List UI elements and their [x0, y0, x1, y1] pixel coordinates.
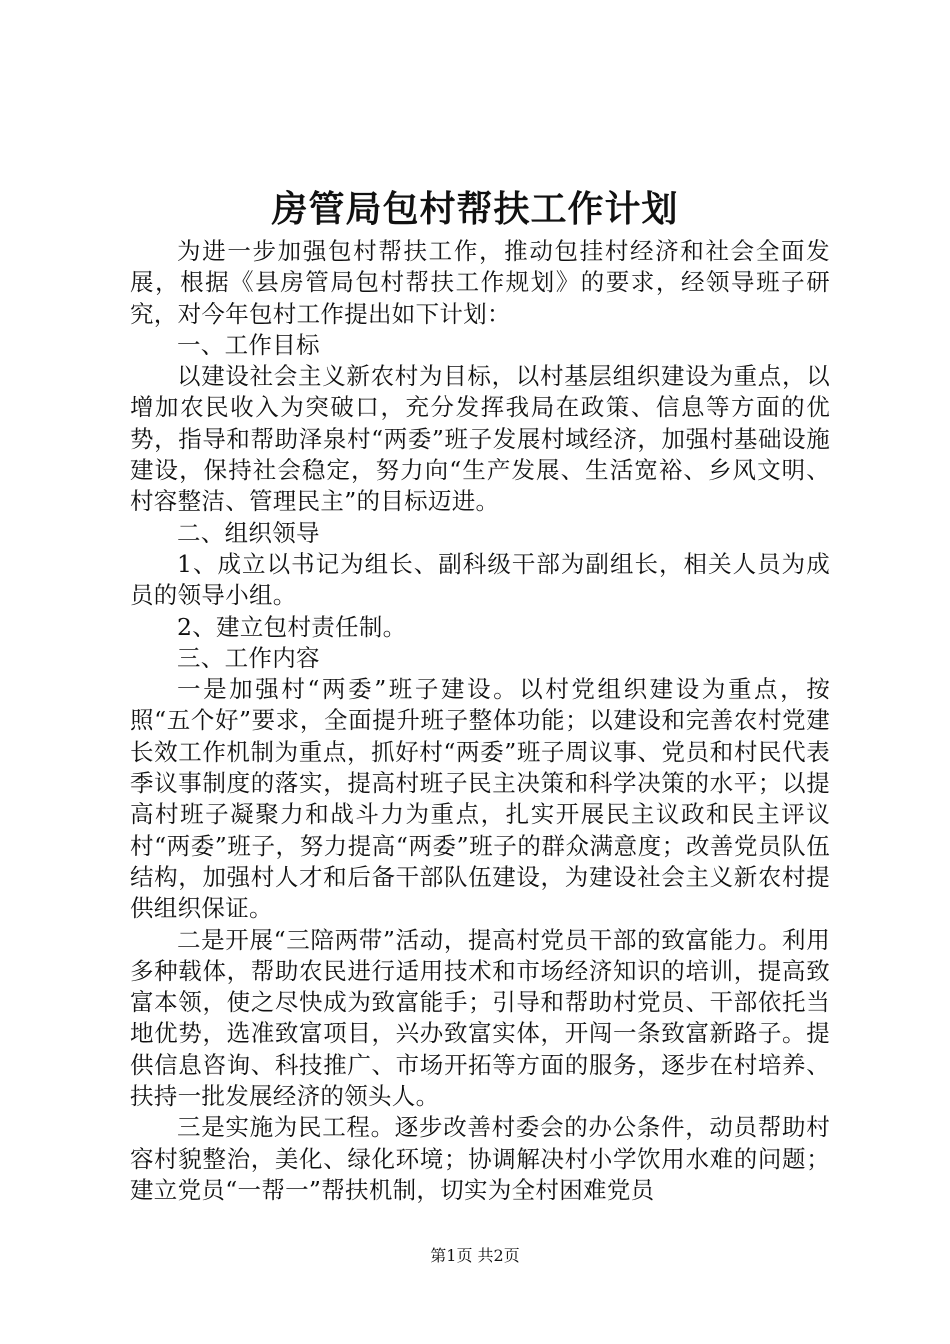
- document-body: [130, 236, 830, 1206]
- section-heading-goals: 一、工作目标: [177, 330, 320, 359]
- page-total: 共2页: [477, 1246, 520, 1265]
- section-heading-leadership: 二、组织领导: [177, 518, 320, 547]
- paragraph-content-1: 一是加强村“两委”班子建设。以村党组织建设为重点，按照“五个好”要求，全面提升班子整体功能；以建设和完善农村党建长效工作机制为重点，抓好村“两委”班子周议事、党员和村民代表季议事制度的落实，提高村班子民主决策和科学决策的水平；以提高村班子凝聚力和战斗力为重点，扎实开展民主议政和民主评议村“两委”班子，努力提高“两委”班子的群众满意度；改善党员队伍结构，加强村人才和后备干部队伍建设，为建设社会主义新农村提供组织保证。: [130, 675, 830, 923]
- paragraph-content-3: 三是实施为民工程。逐步改善村委会的办公条件，动员帮助村容村貌整治，美化、绿化环境；协调解决村小学饮用水难的问题；建立党员“一帮一”帮扶机制，切实为全村困难党员: [130, 1113, 830, 1204]
- paragraph-intro: 为进一步加强包村帮扶工作，推动包挂村经济和社会全面发展，根据《县房管局包村帮扶工作规划》的要求，经领导班子研究，对今年包村工作提出如下计划：: [130, 237, 830, 328]
- section-heading-content: 三、工作内容: [177, 643, 320, 672]
- paragraph-content-2: 二是开展“三陪两带”活动，提高村党员干部的致富能力。利用多种载体，帮助农民进行适用技术和市场经济知识的培训，提高致富本领，使之尽快成为致富能手；引导和帮助村党员、干部依托当地优势，选准致富项目，兴办致富实体，开闯一条致富新路子。提供信息咨询、科技推广、市场开拓等方面的服务，逐步在村培养、扶持一批发展经济的领头人。: [130, 925, 830, 1111]
- document-title: 房管局包村帮扶工作计划: [271, 188, 679, 230]
- page-number: 第1页: [430, 1246, 473, 1265]
- page-footer: [0, 1245, 950, 1267]
- paragraph-goals: 以建设社会主义新农村为目标，以村基层组织建设为重点，以增加农民收入为突破口，充分发挥我局在政策、信息等方面的优势，指导和帮助泽泉村“两委”班子发展村域经济，加强村基础设施建设，保持社会稳定，努力向“生产发展、生活宽裕、乡风文明、村容整洁、管理民主”的目标迈进。: [130, 362, 830, 516]
- paragraph-leadership-1: 1、成立以书记为组长、副科级干部为副组长，相关人员为成员的领导小组。: [130, 549, 830, 610]
- paragraph-leadership-2: 2、建立包村责任制。: [177, 612, 407, 641]
